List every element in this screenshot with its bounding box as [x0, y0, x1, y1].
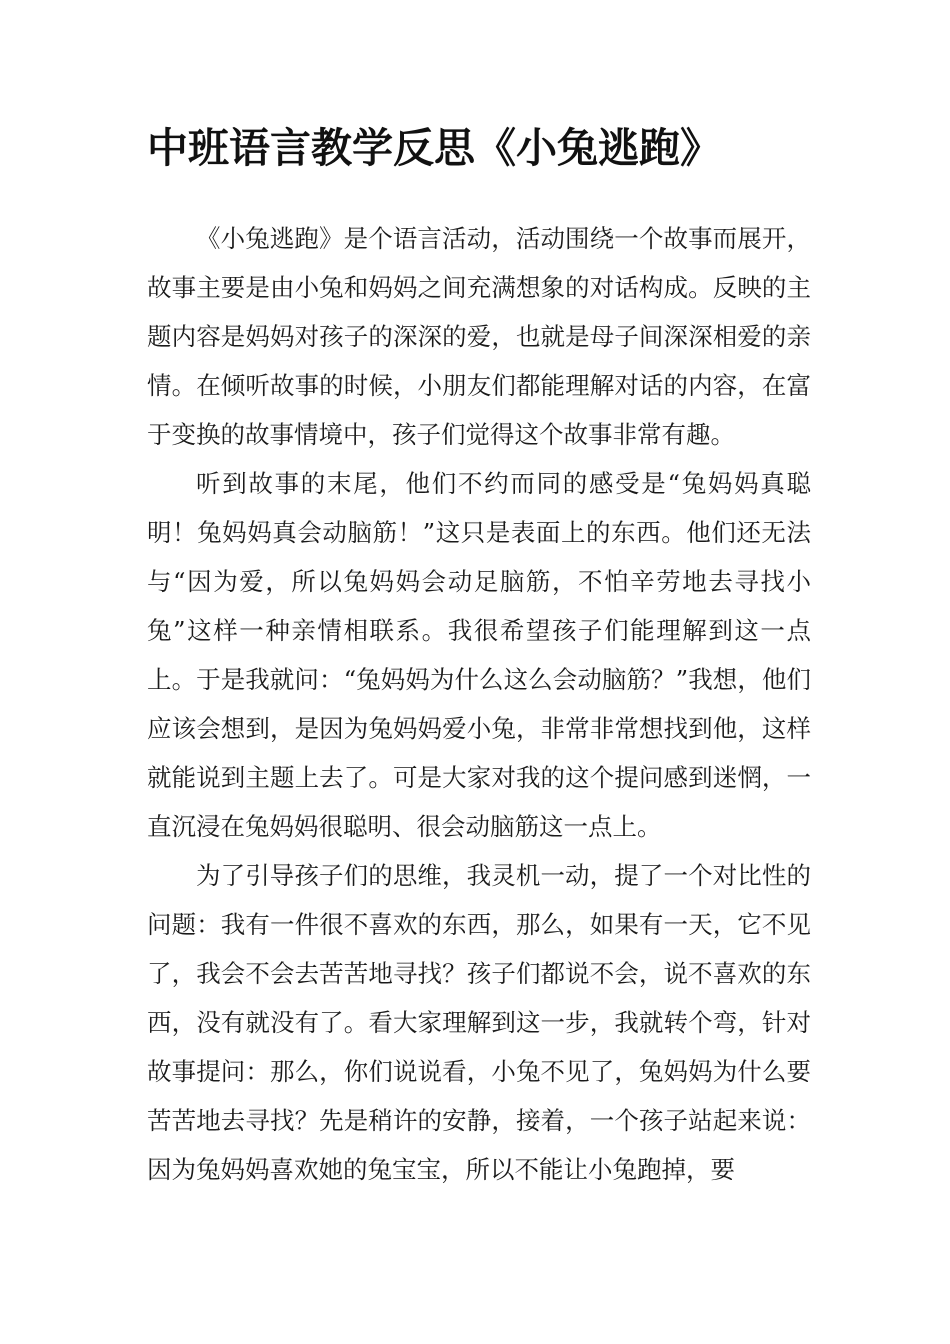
paragraph-1: 《小兔逃跑》是个语言活动，活动围绕一个故事而展开，故事主要是由小兔和妈妈之间充满想象的对话构成。反映的主题内容是妈妈对孩子的深深的爱，也就是母子间深深相爱的亲情。在倾听故事的时候，小朋友们都能理解对话的内容，在富于变换的故事情境中，孩子们觉得这个故事非常有趣。 — [147, 224, 811, 449]
paragraph-3: 为了引导孩子们的思维，我灵机一动，提了一个对比性的问题：我有一件很不喜欢的东西，那么，如果有一天，它不见了，我会不会去苦苦地寻找？孩子们都说不会，说不喜欢的东西，没有就没有了。看大家理解到这一步，我就转个弯，针对故事提问：那么，你们说说看，小兔不见了，兔妈妈为什么要苦苦地去寻找？先是稍许的安静，接着，一个孩子站起来说：因为兔妈妈喜欢她的兔宝宝，所以不能让小兔跑掉，要 — [147, 861, 811, 1184]
document-body — [147, 214, 811, 1194]
paragraph-2: 听到故事的末尾，他们不约而同的感受是“兔妈妈真聪明！兔妈妈真会动脑筋！”这只是表面上的东西。他们还无法与“因为爱，所以兔妈妈会动足脑筋，不怕辛劳地去寻找小兔”这样一种亲情相联系。我很希望孩子们能理解到这一点上。于是我就问：“兔妈妈为什么这么会动脑筋？”我想，他们应该会想到，是因为兔妈妈爱小兔，非常非常想找到他，这样就能说到主题上去了。可是大家对我的这个提问感到迷惘，一直沉浸在兔妈妈很聪明、很会动脑筋这一点上。 — [147, 469, 811, 841]
document-title: 中班语言教学反思《小兔逃跑》 — [147, 124, 721, 172]
